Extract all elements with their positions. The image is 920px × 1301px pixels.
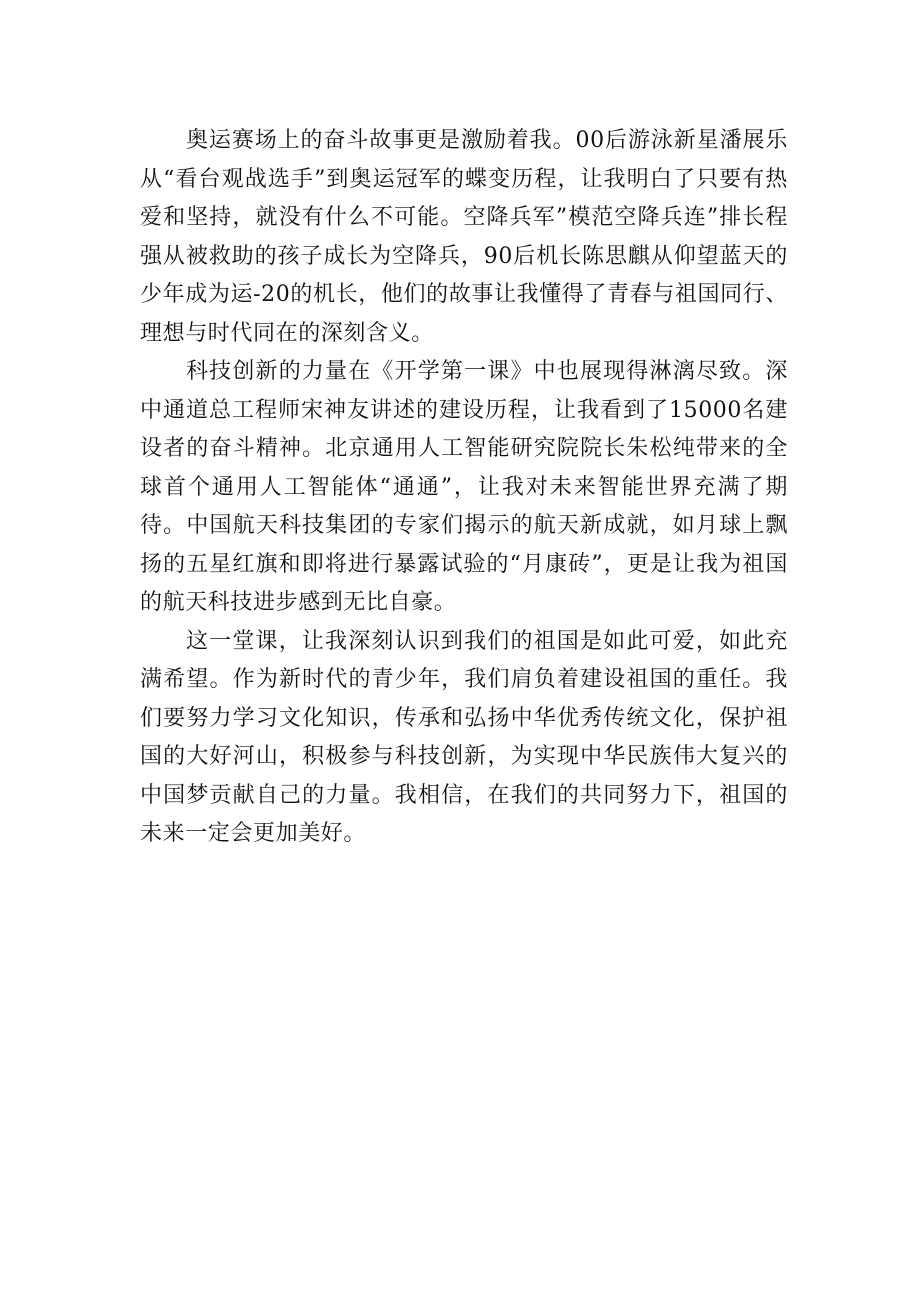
- document-body: [140, 122, 788, 854]
- paragraph-olympics: 奥运赛场上的奋斗故事更是激励着我。00后游泳新星潘展乐从“看台观战选手”到奥运冠军的蝶变历程，让我明白了只要有热爱和坚持，就没有什么不可能。空降兵军”模范空降兵连”排长程强从被救助的孩子成长为空降兵，90后机长陈思麒从仰望蓝天的少年成为运-20的机长，他们的故事让我懂得了青春与祖国同行、理想与时代同在的深刻含义。: [140, 128, 788, 346]
- paragraph-technology: 科技创新的力量在《开学第一课》中也展现得淋漓尽致。深中通道总工程师宋神友讲述的建设历程，让我看到了15000名建设者的奋斗精神。北京通用人工智能研究院院长朱松纯带来的全球首个通用人工智能体“通通”，让我对未来智能世界充满了期待。中国航天科技集团的专家们揭示的航天新成就，如月球上飘扬的五星红旗和即将进行暴露试验的“月康砖”，更是让我为祖国的航天科技进步感到无比自豪。: [140, 359, 788, 615]
- paragraph-conclusion: 这一堂课，让我深刻认识到我们的祖国是如此可爱，如此充满希望。作为新时代的青少年，我们肩负着建设祖国的重任。我们要努力学习文化知识，传承和弘扬中华优秀传统文化，保护祖国的大好河山，积极参与科技创新，为实现中华民族伟大复兴的中国梦贡献自己的力量。我相信，在我们的共同努力下，祖国的未来一定会更加美好。: [140, 628, 788, 846]
